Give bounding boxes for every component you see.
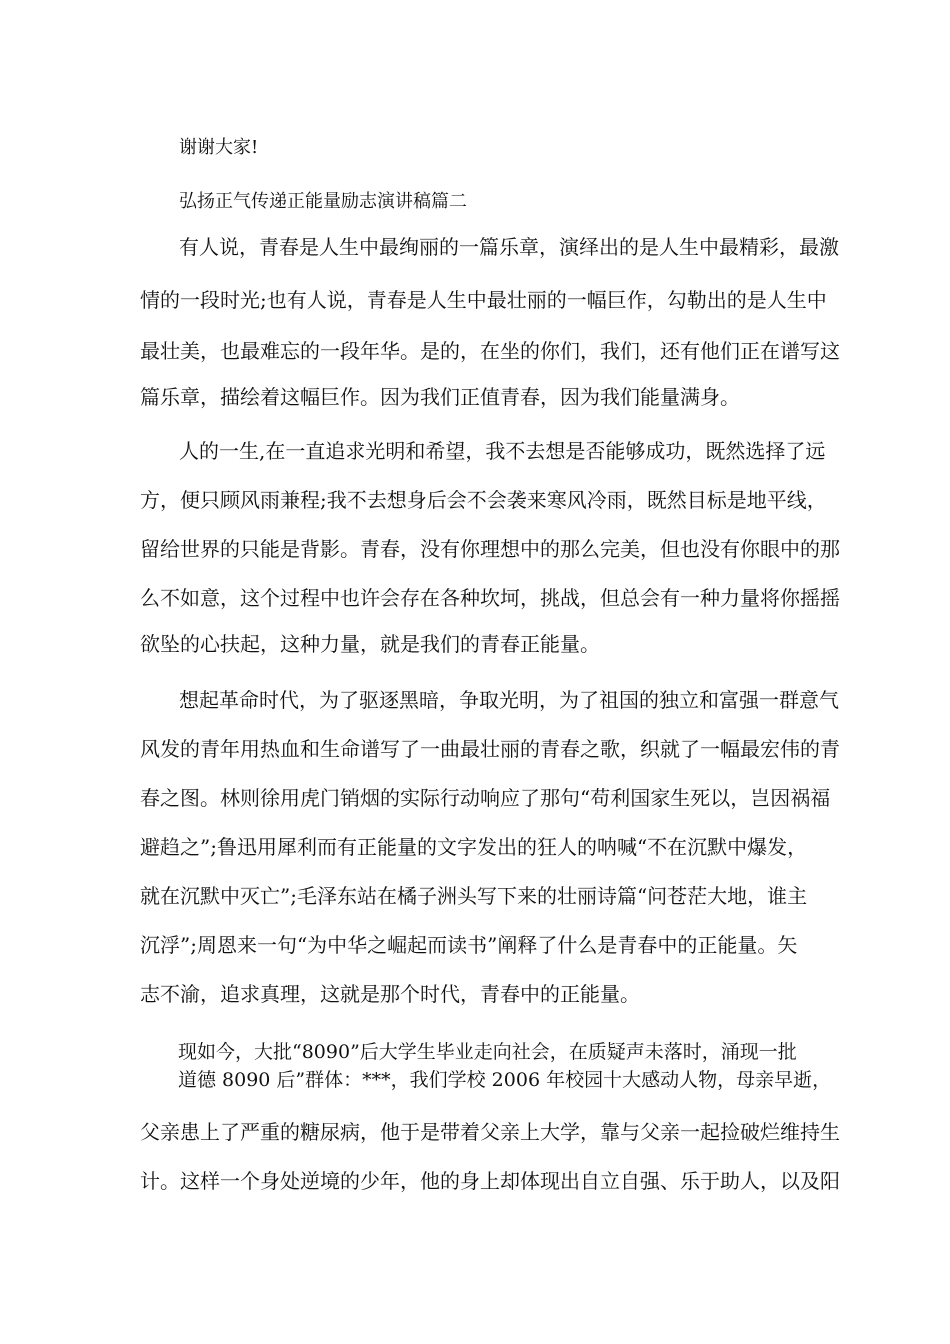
paragraph-2-line: 留给世界的只能是背影。青春，没有你理想中的那么完美，但也没有你眼中的那 <box>140 537 840 561</box>
paragraph-3-line: 风发的青年用热血和生命谱写了一曲最壮丽的青春之歌，织就了一幅最宏伟的青 <box>140 737 840 761</box>
paragraph-1-line: 情的一段时光;也有人说，青春是人生中最壮丽的一幅巨作，勾勒出的是人生中 <box>140 288 827 312</box>
paragraph-2-line: 方，便只顾风雨兼程;我不去想身后会不会袭来寒风冷雨，既然目标是地平线， <box>140 488 827 512</box>
paragraph-2-line: 欲坠的心扶起，这种力量，就是我们的青春正能量。 <box>140 632 600 656</box>
paragraph-1-line: 篇乐章，描绘着这幅巨作。因为我们正值青春，因为我们能量满身。 <box>140 385 740 409</box>
closing-line: 谢谢大家! <box>179 137 259 158</box>
paragraph-3-line: 就在沉默中灭亡”;毛泽东站在橘子洲头写下来的壮丽诗篇“问苍茫大地，谁主 <box>140 884 808 908</box>
paragraph-2-line: 人的一生,在一直追求光明和希望，我不去想是否能够成功，既然选择了远 <box>179 439 826 463</box>
paragraph-3-line: 春之图。林则徐用虎门销烟的实际行动响应了那句“苟利国家生死以，岂因祸福 <box>140 786 831 810</box>
paragraph-3-line: 想起革命时代，为了驱逐黑暗，争取光明，为了祖国的独立和富强一群意气 <box>179 688 839 712</box>
paragraph-2-line: 么不如意，这个过程中也许会存在各种坎坷，挑战，但总会有一种力量将你摇摇 <box>140 586 840 610</box>
paragraph-4-line: 计。这样一个身处逆境的少年，他的身上却体现出自立自强、乐于助人，以及阳 <box>140 1169 840 1193</box>
paragraph-4-line: 现如今，大批“8090”后大学生毕业走向社会，在质疑声未落时，涌现一批 <box>178 1041 797 1063</box>
paragraph-1-line: 有人说，青春是人生中最绚丽的一篇乐章，演绎出的是人生中最精彩，最激 <box>179 235 839 259</box>
paragraph-3-line: 沉浮”;周恩来一句“为中华之崛起而读书”阐释了什么是青春中的正能量。矢 <box>140 933 798 957</box>
paragraph-3-line: 避趋之”;鲁迅用犀利而有正能量的文字发出的狂人的呐喊“不在沉默中爆发， <box>140 835 808 859</box>
paragraph-3-line: 志不渝，追求真理，这就是那个时代，青春中的正能量。 <box>140 982 640 1006</box>
paragraph-4-line: 道德 8090 后”群体：***，我们学校 2006 年校园十大感动人物，母亲早逝， <box>178 1069 832 1091</box>
paragraph-4-line: 父亲患上了严重的糖尿病，他于是带着父亲上大学，靠与父亲一起捡破烂维持生 <box>140 1120 840 1144</box>
paragraph-1-line: 最壮美，也最难忘的一段年华。是的，在坐的你们，我们，还有他们正在谱写这 <box>140 339 840 363</box>
section-heading: 弘扬正气传递正能量励志演讲稿篇二 <box>179 191 467 212</box>
